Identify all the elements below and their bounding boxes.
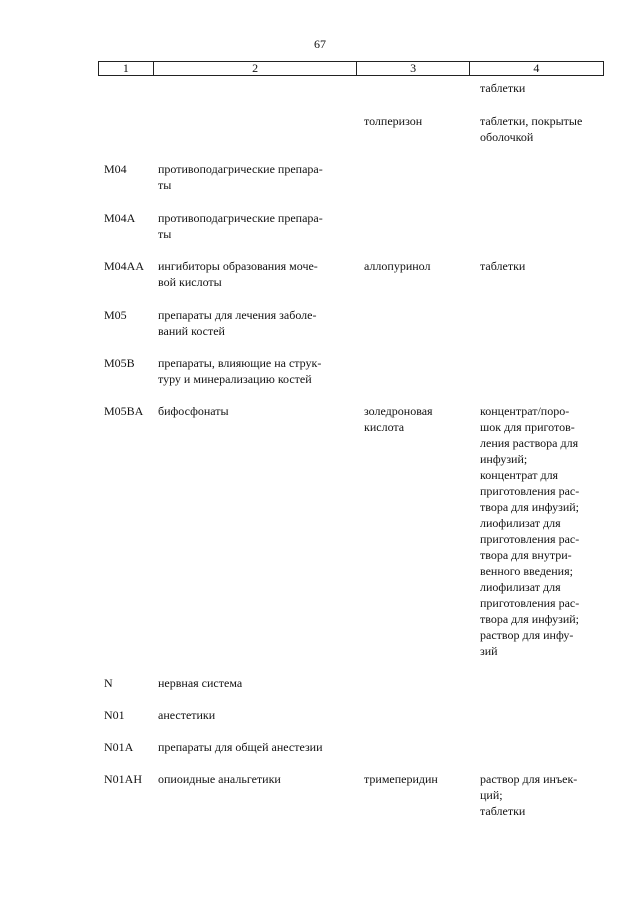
description-cell-line: препараты для общей анестезии — [158, 740, 323, 754]
column-header-row — [99, 62, 604, 76]
dosage-form-cell — [480, 113, 598, 145]
description-cell — [158, 739, 354, 755]
dosage-form-cell-line: шок для приготов- — [480, 420, 575, 434]
dosage-form-cell-line: твора для инфузий; — [480, 612, 580, 626]
description-cell — [158, 307, 354, 339]
dosage-form-cell-line: лиофилизат для — [480, 580, 561, 594]
atc-code-cell-line: M04AA — [104, 259, 145, 273]
atc-code-cell — [104, 161, 154, 177]
dosage-form-cell — [480, 80, 598, 96]
atc-code-cell — [104, 355, 154, 371]
description-cell-line: ты — [158, 227, 172, 241]
description-cell — [158, 210, 354, 242]
dosage-form-cell-line: приготовления рас- — [480, 484, 580, 498]
atc-code-cell-line: N01A — [104, 740, 134, 754]
atc-code-cell-line: M05B — [104, 356, 135, 370]
description-cell — [158, 258, 354, 290]
page-number: 67 — [314, 37, 326, 51]
substance-cell — [364, 771, 472, 787]
column-header-3: 3 — [357, 62, 469, 76]
dosage-form-cell-line: таблетки — [480, 259, 526, 273]
atc-code-cell-line: M04 — [104, 162, 127, 176]
dosage-form-cell-line: таблетки, покрытые — [480, 114, 583, 128]
atc-code-cell — [104, 707, 154, 723]
description-cell-line: нервная система — [158, 676, 243, 690]
dosage-form-cell-line: оболочкой — [480, 130, 534, 144]
description-cell-line: противоподагрические препара- — [158, 162, 323, 176]
atc-code-cell — [104, 307, 154, 323]
dosage-form-cell-line: твора для инфузий; — [480, 500, 580, 514]
dosage-form-cell-line: раствор для инъек- — [480, 772, 578, 786]
column-header-1: 1 — [99, 62, 154, 76]
dosage-form-cell-line: таблетки — [480, 81, 526, 95]
description-cell-line: бифосфонаты — [158, 404, 229, 418]
dosage-form-cell-line: венного введения; — [480, 564, 573, 578]
column-header-2: 2 — [153, 62, 357, 76]
dosage-form-cell-line: ления раствора для — [480, 436, 579, 450]
atc-code-cell-line: N — [104, 676, 113, 690]
dosage-form-cell — [480, 771, 598, 819]
description-cell — [158, 707, 354, 723]
dosage-form-cell-line: приготовления рас- — [480, 596, 580, 610]
description-cell-line: туру и минерализацию костей — [158, 372, 312, 386]
atc-code-cell-line: M05 — [104, 308, 127, 322]
atc-code-cell-line: N01AH — [104, 772, 142, 786]
dosage-form-cell-line: ций; — [480, 788, 503, 802]
description-cell-line: противоподагрические препара- — [158, 211, 323, 225]
dosage-form-cell-line: раствор для инфу- — [480, 628, 574, 642]
description-cell — [158, 161, 354, 193]
description-cell-line: ваний костей — [158, 324, 225, 338]
dosage-form-cell-line: лиофилизат для — [480, 516, 561, 530]
atc-code-cell — [104, 771, 154, 787]
atc-code-cell-line: M05BA — [104, 404, 144, 418]
description-cell — [158, 771, 354, 787]
atc-code-cell — [104, 210, 154, 226]
column-header-table — [98, 61, 604, 76]
dosage-form-cell — [480, 258, 598, 274]
substance-cell-line: золедроновая — [364, 404, 433, 418]
description-cell — [158, 355, 354, 387]
dosage-form-cell-line: зий — [480, 644, 498, 658]
substance-cell-line: тримеперидин — [364, 772, 438, 786]
description-cell-line: анестетики — [158, 708, 216, 722]
atc-code-cell-line: M04A — [104, 211, 136, 225]
description-cell-line: препараты, влияющие на струк- — [158, 356, 322, 370]
substance-cell — [364, 403, 472, 435]
substance-cell-line: толперизон — [364, 114, 423, 128]
description-cell-line: вой кислоты — [158, 275, 222, 289]
substance-cell-line: кислота — [364, 420, 405, 434]
dosage-form-cell-line: концентрат/поро- — [480, 404, 570, 418]
description-cell-line: опиоидные анальгетики — [158, 772, 281, 786]
substance-cell — [364, 113, 472, 129]
atc-code-cell — [104, 403, 154, 419]
description-cell — [158, 675, 354, 691]
dosage-form-cell — [480, 403, 598, 659]
atc-code-cell — [104, 258, 154, 274]
dosage-form-cell-line: приготовления рас- — [480, 532, 580, 546]
description-cell-line: препараты для лечения заболе- — [158, 308, 317, 322]
dosage-form-cell-line: инфузий; — [480, 452, 528, 466]
atc-code-cell — [104, 739, 154, 755]
description-cell-line: ты — [158, 178, 172, 192]
description-cell — [158, 403, 354, 419]
atc-code-cell — [104, 675, 154, 691]
substance-cell-line: аллопуринол — [364, 259, 431, 273]
dosage-form-cell-line: твора для внутри- — [480, 548, 572, 562]
dosage-form-cell-line: таблетки — [480, 804, 526, 818]
substance-cell — [364, 258, 472, 274]
dosage-form-cell-line: концентрат для — [480, 468, 559, 482]
atc-code-cell-line: N01 — [104, 708, 125, 722]
description-cell-line: ингибиторы образования моче- — [158, 259, 318, 273]
column-header-4: 4 — [469, 62, 603, 76]
